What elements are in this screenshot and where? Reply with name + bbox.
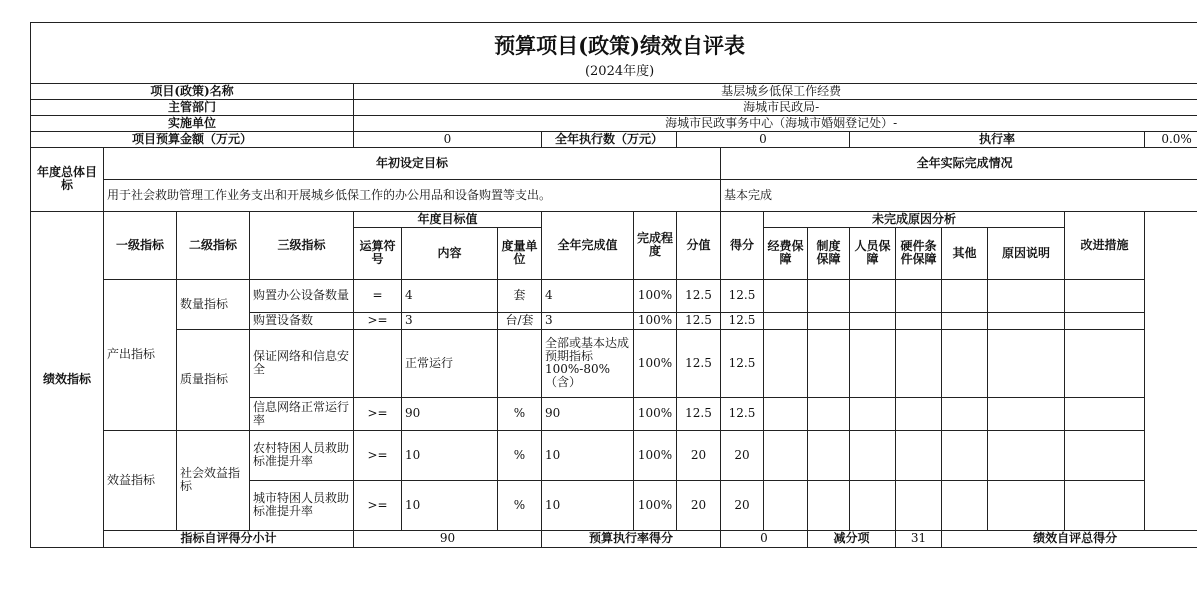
indicator-content: 10: [402, 430, 498, 480]
subtotal-label: 指标自评得分小计: [104, 530, 354, 547]
indicator-operator: >=: [354, 312, 402, 329]
empty-cell: [988, 480, 1065, 530]
unit-value: 海城市民政事务中心（海城市婚姻登记处）-: [354, 115, 1197, 131]
indicator-score: 20: [721, 480, 764, 530]
indicator-operator: =: [354, 279, 402, 312]
empty-cell: [942, 312, 988, 329]
level2-quantity: 数量指标: [177, 279, 250, 329]
header-content: 内容: [402, 227, 498, 279]
project-name-value: 基层城乡低保工作经费: [354, 83, 1197, 99]
empty-cell: [850, 279, 896, 312]
goal-label: 年度总体目标: [31, 147, 104, 211]
empty-cell: [896, 312, 942, 329]
header-annual-target: 年度目标值: [354, 211, 542, 227]
indicator-actual: 4: [542, 279, 634, 312]
empty-cell: [764, 480, 808, 530]
indicator-content: 10: [402, 480, 498, 530]
table-row: [31, 279, 1197, 312]
footer-row: [31, 530, 1197, 547]
header-reason-other: 其他: [942, 227, 988, 279]
indicator-actual: 3: [542, 312, 634, 329]
indicator-actual: 全部或基本达成预期指标100%-80%（含）: [542, 329, 634, 397]
empty-cell: [988, 312, 1065, 329]
indicator-completion: 100%: [634, 430, 677, 480]
indicator-unit: %: [498, 480, 542, 530]
indicator-completion: 100%: [634, 480, 677, 530]
empty-cell: [850, 329, 896, 397]
indicator-content: 3: [402, 312, 498, 329]
header-improve: 改进措施: [1065, 211, 1145, 279]
empty-cell: [764, 279, 808, 312]
empty-cell: [808, 430, 850, 480]
indicator-value: 12.5: [677, 329, 721, 397]
empty-cell: [764, 430, 808, 480]
self-evaluation-sheet: [30, 22, 1192, 548]
empty-cell: [1065, 480, 1145, 530]
perf-label: 绩效指标: [31, 211, 104, 547]
exec-value: 0: [677, 131, 850, 147]
empty-cell: [850, 480, 896, 530]
header-reason-desc: 原因说明: [988, 227, 1065, 279]
indicator-value: 12.5: [677, 397, 721, 430]
indicator-operator: >=: [354, 480, 402, 530]
indicator-unit: %: [498, 397, 542, 430]
empty-cell: [942, 279, 988, 312]
header-reason-hardware: 硬件条件保障: [896, 227, 942, 279]
empty-cell: [808, 279, 850, 312]
header-unit: 度量单位: [498, 227, 542, 279]
header-completion: 完成程度: [634, 211, 677, 279]
header-score-value: 分值: [677, 211, 721, 279]
deduct-value: 31: [896, 530, 942, 547]
empty-cell: [1065, 430, 1145, 480]
dept-value: 海城市民政局-: [354, 99, 1197, 115]
indicator-completion: 100%: [634, 397, 677, 430]
indicator-name: 购置设备数: [250, 312, 354, 329]
empty-cell: [850, 397, 896, 430]
empty-cell: [764, 312, 808, 329]
indicator-name: 城市特困人员救助标准提升率: [250, 480, 354, 530]
indicator-content: 90: [402, 397, 498, 430]
header-actual: 全年完成值: [542, 211, 634, 279]
indicator-value: 12.5: [677, 312, 721, 329]
empty-cell: [808, 480, 850, 530]
indicator-name: 保证网络和信息安全: [250, 329, 354, 397]
empty-cell: [988, 430, 1065, 480]
empty-cell: [988, 279, 1065, 312]
indicator-completion: 100%: [634, 279, 677, 312]
indicator-value: 20: [677, 430, 721, 480]
indicator-score: 12.5: [721, 397, 764, 430]
header-reason-system: 制度保障: [808, 227, 850, 279]
budget-label: 项目预算金额（万元）: [31, 131, 354, 147]
level1-benefit: 效益指标: [104, 430, 177, 530]
rate-score-value: 0: [721, 530, 808, 547]
rate-label: 执行率: [850, 131, 1145, 147]
empty-cell: [896, 329, 942, 397]
empty-cell: [850, 430, 896, 480]
indicator-score: 12.5: [721, 279, 764, 312]
indicator-unit: %: [498, 430, 542, 480]
indicator-value: 12.5: [677, 279, 721, 312]
indicator-name: 购置办公设备数量: [250, 279, 354, 312]
empty-cell: [896, 397, 942, 430]
indicator-actual: 10: [542, 480, 634, 530]
empty-cell: [764, 397, 808, 430]
empty-cell: [808, 312, 850, 329]
rate-score-label: 预算执行率得分: [542, 530, 721, 547]
header-level3: 三级指标: [250, 211, 354, 279]
empty-cell: [1065, 397, 1145, 430]
indicator-operator: >=: [354, 397, 402, 430]
total-label: 绩效自评总得分: [942, 530, 1197, 547]
empty-cell: [942, 397, 988, 430]
level1-output: 产出指标: [104, 279, 177, 430]
indicator-content: 4: [402, 279, 498, 312]
empty-cell: [1065, 279, 1145, 312]
indicator-unit: 台/套: [498, 312, 542, 329]
level2-quality: 质量指标: [177, 329, 250, 430]
empty-cell: [808, 397, 850, 430]
dept-label: 主管部门: [31, 99, 354, 115]
header-operator: 运算符号: [354, 227, 402, 279]
evaluation-table: [30, 22, 1197, 548]
project-name-label: 项目(政策)名称: [31, 83, 354, 99]
deduct-label: 减分项: [808, 530, 896, 547]
header-reason-funding: 经费保障: [764, 227, 808, 279]
indicator-score: 12.5: [721, 312, 764, 329]
indicator-score: 12.5: [721, 329, 764, 397]
empty-cell: [896, 279, 942, 312]
empty-cell: [764, 329, 808, 397]
indicator-unit: 套: [498, 279, 542, 312]
empty-cell: [1065, 329, 1145, 397]
indicator-score: 20: [721, 430, 764, 480]
indicator-operator: >=: [354, 430, 402, 480]
empty-cell: [850, 312, 896, 329]
indicator-operator: [354, 329, 402, 397]
indicator-name: 信息网络正常运行率: [250, 397, 354, 430]
level2-social: 社会效益指标: [177, 430, 250, 530]
page-title: 预算项目(政策)绩效自评表: [31, 23, 1197, 64]
empty-cell: [942, 329, 988, 397]
indicator-value: 20: [677, 480, 721, 530]
indicator-content: 正常运行: [402, 329, 498, 397]
budget-value: 0: [354, 131, 542, 147]
header-level1: 一级指标: [104, 211, 177, 279]
table-row: [31, 430, 1197, 480]
table-row: [31, 329, 1197, 397]
empty-cell: [988, 397, 1065, 430]
indicator-completion: 100%: [634, 312, 677, 329]
header-reasons: 未完成原因分析: [764, 211, 1065, 227]
empty-cell: [988, 329, 1065, 397]
header-reason-staff: 人员保障: [850, 227, 896, 279]
indicator-unit: [498, 329, 542, 397]
empty-cell: [942, 480, 988, 530]
header-score: 得分: [721, 211, 764, 279]
indicator-actual: 90: [542, 397, 634, 430]
indicator-completion: 100%: [634, 329, 677, 397]
empty-cell: [896, 480, 942, 530]
actual-goal-header: 全年实际完成情况: [721, 147, 1197, 179]
page-subtitle: (2024年度): [31, 64, 1197, 84]
empty-cell: [942, 430, 988, 480]
indicator-actual: 10: [542, 430, 634, 480]
exec-label: 全年执行数（万元）: [542, 131, 677, 147]
empty-cell: [1065, 312, 1145, 329]
actual-goal-text: 基本完成: [721, 179, 1197, 211]
empty-cell: [808, 329, 850, 397]
subtotal-value: 90: [354, 530, 542, 547]
indicator-name: 农村特困人员救助标准提升率: [250, 430, 354, 480]
unit-label: 实施单位: [31, 115, 354, 131]
empty-cell: [896, 430, 942, 480]
rate-value: 0.0%: [1145, 131, 1197, 147]
initial-goal-header: 年初设定目标: [104, 147, 721, 179]
initial-goal-text: 用于社会救助管理工作业务支出和开展城乡低保工作的办公用品和设备购置等支出。: [104, 179, 721, 211]
header-level2: 二级指标: [177, 211, 250, 279]
